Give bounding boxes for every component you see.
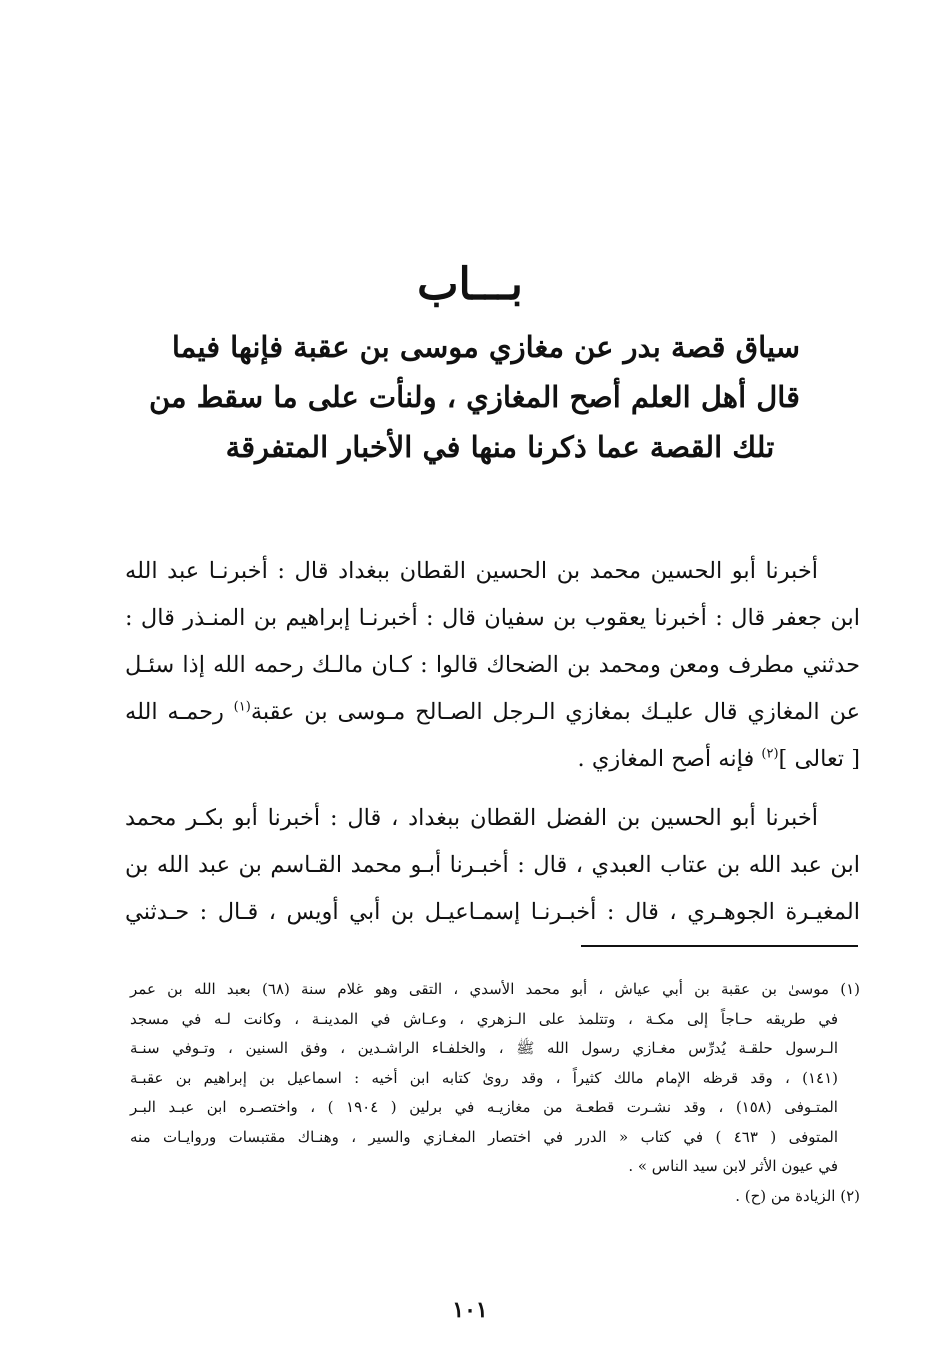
text-line: المغيـرة الجوهـري ، قال : أخبـرنـا إسمـاعيـل بن أبي أويس ، قـال : حـدثني <box>125 899 860 925</box>
text-line <box>125 689 860 736</box>
text-segment: رحمـه الله <box>125 699 234 725</box>
text-segment: عن المغازي قال عليـك بمغازي الـرجل الصـالح مـوسى بن عقبة <box>250 699 860 725</box>
chapter-title <box>148 322 800 472</box>
text-line: حدثني مطرف ومعن ومحمد بن الضحاك قالوا : كـان مالـك رحمه الله إذا سئـل <box>125 652 860 678</box>
footnote-ref-1[interactable]: (١) <box>233 699 251 715</box>
text-segment: [ تعالى ] <box>778 746 860 772</box>
text-line: ابن عبد الله بن عتاب العبدي ، قال : أخبـرنا أبـو محمد القـاسم بن عبد الله بن <box>125 852 860 878</box>
paragraph-2 <box>125 795 860 936</box>
text-line: ابن جعفر قال : أخبرنا يعقوب بن سفيان قال : أخبرنـا إبراهيم بن المنـذر قال : <box>125 605 860 631</box>
footnote-1-line: في طريقه حـاجاً إلى مكـة ، وتتلمذ على الـزهري ، وعـاش في المدينـة ، وكانت لـه في مسجد <box>130 1009 838 1028</box>
text-line: أخبرنا أبو الحسين بن الفضل القطان ببغداد ، قال : أخبرنا أبو بكـر محمد <box>125 805 818 831</box>
footnote-ref-2[interactable]: (٢) <box>761 746 779 762</box>
chapter-title-line: تلك القصة عما ذكرنا منها في الأخبار المتفرقة <box>225 430 775 464</box>
text-line: أخبرنا أبو الحسين محمد بن الحسين القطان ببغداد قال : أخبرنـا عبد الله <box>125 558 818 584</box>
page-number: ١٠١ <box>452 1297 488 1323</box>
chapter-title-line: قال أهل العلم أصح المغازي ، ولنأت على ما سقط من <box>148 380 800 414</box>
footnote-separator <box>581 945 858 947</box>
text-segment: فإنه أصح المغازي . <box>577 746 762 772</box>
footnote-1-line: في عيون الأثر لابن سيد الناس » . <box>628 1157 838 1175</box>
paragraph-1 <box>125 548 860 783</box>
footnote-1-line: الـرسول حلقـة يُدرِّس مغـازي رسول الله ﷺ ، والخلفـاء الراشـدين ، وفق السنين ، وتـوفي سنـة <box>130 1039 838 1057</box>
footnote-2: (٢) الزيادة من (ح) . <box>735 1186 860 1205</box>
footnote-1-line: (١) موسىٰ بن عقبة بن أبي عياش ، أبو محمد الأسدي ، التقى وهو غلام سنة (٦٨) بعبد الله بن عمر <box>130 980 860 998</box>
text-line <box>125 736 860 783</box>
footnote-1-line: المتوفى ( ٤٦٣ ) في كتاب « الدرر في اختصار المغـازي والسير ، وهنـاك مقتبسات وروايـات منه <box>130 1127 838 1146</box>
chapter-heading: بـــاب <box>417 259 523 310</box>
footnotes <box>130 975 860 1211</box>
footnote-1-line: (١٤١) ، وقد قرظه الإمام مالك كثيراً ، وقد روىٰ كتابه ابن أخيه : اسماعيل بن إبراهيم بن عقبـة <box>130 1068 838 1087</box>
footnote-1-line: المتـوفى (١٥٨) ، وقد نشـرت قطعـة من مغازيـه في برلين ( ١٩٠٤ ) ، واختصـره ابن عبـد البـر <box>130 1098 838 1116</box>
chapter-title-line: سياق قصة بدر عن مغازي موسى بن عقبة فإنها فيما <box>171 330 800 364</box>
